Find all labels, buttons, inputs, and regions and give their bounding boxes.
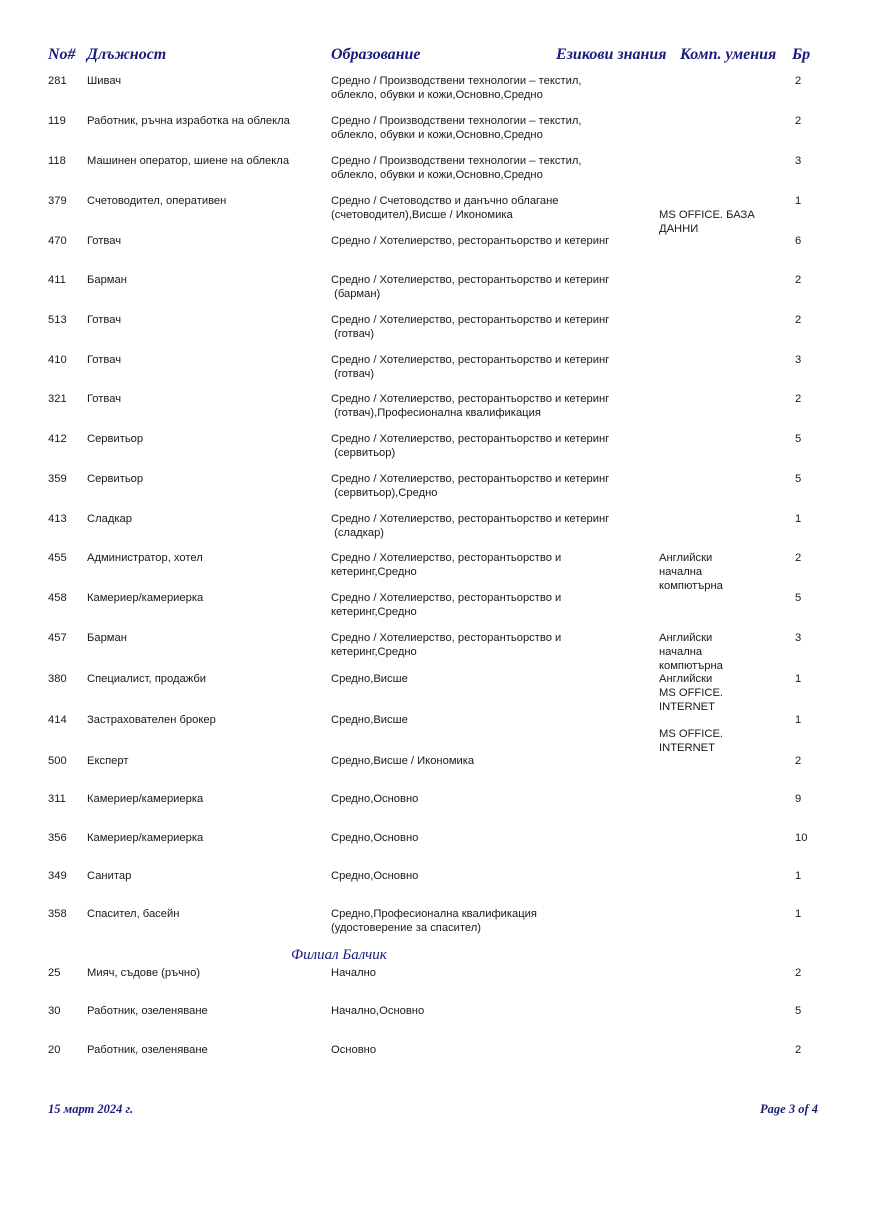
row-position: Сервитьор <box>87 473 144 485</box>
row-education-line1: Средно / Хотелиерство, ресторантьорство и кетеринг <box>331 393 610 405</box>
row-position: Готвач <box>87 314 122 326</box>
row-education-line1: Средно / Хотелиерство, ресторантьорство и кетеринг <box>331 274 610 286</box>
row-count: 2 <box>795 755 802 767</box>
row-education-line2: (барман) <box>331 288 381 300</box>
row-number: 30 <box>48 1005 61 1017</box>
row-count: 5 <box>795 433 802 445</box>
row-count: 1 <box>795 714 802 726</box>
footer-page: Page 3 of 4 <box>760 1102 818 1116</box>
row-count: 2 <box>795 75 802 87</box>
row-education-line1: Начално <box>331 967 377 979</box>
row-education-line2: (счетоводител),Висше / Икономика <box>331 209 513 221</box>
row-education-line1: Средно,Висше <box>331 714 408 726</box>
row-computer-line2: компютърна <box>659 580 723 592</box>
row-count: 2 <box>795 552 802 564</box>
row-position: Камериер/камериерка <box>87 793 204 805</box>
row-education-line2: (готвач),Професионална квалификация <box>331 407 541 419</box>
row-number: 25 <box>48 967 61 979</box>
row-number: 412 <box>48 433 67 445</box>
row-number: 413 <box>48 513 67 525</box>
row-position: Барман <box>87 632 127 644</box>
row-education-line1: Средно / Хотелиерство, ресторантьорство и кетеринг <box>331 513 610 525</box>
row-education-line1: Средно / Хотелиерство, ресторантьорство и кетеринг <box>331 433 610 445</box>
row-number: 321 <box>48 393 67 405</box>
row-number: 356 <box>48 832 67 844</box>
row-computer-line1: MS OFFICE. <box>659 728 724 740</box>
row-position: Счетоводител, оперативен <box>87 195 227 207</box>
row-position: Машинен оператор, шиене на облекла <box>87 155 290 167</box>
row-number: 20 <box>48 1044 61 1056</box>
row-count: 1 <box>795 195 802 207</box>
header-computer: Комп. умения <box>680 46 777 63</box>
row-position: Сервитьор <box>87 433 144 445</box>
row-education-line1: Средно / Хотелиерство, ресторантьорство и <box>331 552 562 564</box>
row-count: 5 <box>795 473 802 485</box>
row-count: 3 <box>795 354 802 366</box>
header-education: Образование <box>331 46 421 63</box>
row-number: 455 <box>48 552 67 564</box>
row-position: Санитар <box>87 870 132 882</box>
row-computer-line2: INTERNET <box>659 742 715 754</box>
row-count: 5 <box>795 1005 802 1017</box>
row-languages: Английски <box>659 632 713 644</box>
row-position: Работник, озеленяване <box>87 1044 208 1056</box>
row-count: 2 <box>795 274 802 286</box>
section-title: Филиал Балчик <box>291 947 387 963</box>
row-education-line2: (сервитьор),Средно <box>331 487 438 499</box>
row-education-line1: Средно / Хотелиерство, ресторантьорство и кетеринг <box>331 473 610 485</box>
row-education-line1: Средно,Професионална квалификация <box>331 908 537 920</box>
header-position: Длъжност <box>87 46 167 63</box>
row-count: 9 <box>795 793 802 805</box>
row-languages: Английски <box>659 552 713 564</box>
row-position: Камериер/камериерка <box>87 832 204 844</box>
header-languages: Езикови знания <box>556 46 667 63</box>
row-education-line2: кетеринг,Средно <box>331 606 417 618</box>
row-number: 281 <box>48 75 67 87</box>
row-languages: Английски <box>659 673 713 685</box>
row-position: Готвач <box>87 393 122 405</box>
row-position: Спасител, басейн <box>87 908 180 920</box>
row-position: Работник, озеленяване <box>87 1005 208 1017</box>
row-number: 119 <box>48 115 66 127</box>
row-education-line1: Средно,Висше / Икономика <box>331 755 475 767</box>
row-education-line2: (удостоверение за спасител) <box>331 922 482 934</box>
row-count: 2 <box>795 393 802 405</box>
row-number: 458 <box>48 592 67 604</box>
row-position: Специалист, продажби <box>87 673 206 685</box>
row-education-line2: (готвач) <box>331 368 375 380</box>
row-count: 1 <box>795 513 802 525</box>
row-number: 411 <box>48 274 66 286</box>
row-position: Сладкар <box>87 513 132 525</box>
row-number: 500 <box>48 755 67 767</box>
row-number: 349 <box>48 870 67 882</box>
row-position: Готвач <box>87 354 122 366</box>
row-education-line1: Средно / Счетоводство и данъчно облагане <box>331 195 559 207</box>
row-number: 513 <box>48 314 67 326</box>
row-education-line1: Средно / Хотелиерство, ресторантьорство и кетеринг <box>331 354 610 366</box>
row-computer-line1: MS OFFICE. БАЗА <box>659 209 755 221</box>
row-computer-line1: начална <box>659 646 703 658</box>
row-number: 359 <box>48 473 67 485</box>
row-count: 1 <box>795 908 802 920</box>
row-education-line2: кетеринг,Средно <box>331 566 417 578</box>
row-education-line1: Средно / Хотелиерство, ресторантьорство и кетеринг <box>331 235 610 247</box>
row-education-line1: Средно,Основно <box>331 832 419 844</box>
row-number: 118 <box>48 155 66 167</box>
row-education-line1: Средно,Основно <box>331 870 419 882</box>
row-position: Застрахователен брокер <box>87 714 216 726</box>
footer-date: 15 март 2024 г. <box>48 1102 134 1116</box>
row-position: Мияч, съдове (ръчно) <box>87 967 201 979</box>
row-education-line2: (сладкар) <box>331 527 385 539</box>
row-education-line1: Средно / Производствени технологии – текстил, <box>331 115 582 127</box>
row-education-line1: Средно / Производствени технологии – текстил, <box>331 155 582 167</box>
row-position: Шивач <box>87 75 122 87</box>
row-count: 3 <box>795 632 802 644</box>
row-position: Камериер/камериерка <box>87 592 204 604</box>
row-count: 2 <box>795 115 802 127</box>
row-count: 2 <box>795 1044 802 1056</box>
row-computer-line2: ДАННИ <box>659 223 699 235</box>
row-number: 410 <box>48 354 67 366</box>
row-number: 380 <box>48 673 67 685</box>
row-computer-line1: начална <box>659 566 703 578</box>
header-count: Бр <box>792 46 811 63</box>
row-number: 311 <box>48 793 66 805</box>
row-number: 414 <box>48 714 67 726</box>
row-count: 1 <box>795 870 802 882</box>
row-count: 10 <box>795 832 808 844</box>
row-education-line1: Основно <box>331 1044 377 1056</box>
row-computer-line2: компютърна <box>659 660 723 672</box>
row-education-line1: Средно / Производствени технологии – текстил, <box>331 75 582 87</box>
row-education-line2: облекло, обувки и кожи,Основно,Средно <box>331 89 543 101</box>
row-position: Администратор, хотел <box>87 552 203 564</box>
row-education-line1: Средно,Основно <box>331 793 419 805</box>
row-education-line2: (сервитьор) <box>331 447 396 459</box>
row-count: 3 <box>795 155 802 167</box>
row-education-line2: (готвач) <box>331 328 375 340</box>
row-education-line1: Средно,Висше <box>331 673 408 685</box>
row-computer-line1: MS OFFICE. <box>659 687 724 699</box>
row-count: 2 <box>795 967 802 979</box>
row-education-line1: Средно / Хотелиерство, ресторантьорство и кетеринг <box>331 314 610 326</box>
row-count: 1 <box>795 673 802 685</box>
row-computer-line2: INTERNET <box>659 701 715 713</box>
row-education-line1: Средно / Хотелиерство, ресторантьорство и <box>331 632 562 644</box>
row-education-line2: кетеринг,Средно <box>331 646 417 658</box>
row-number: 358 <box>48 908 67 920</box>
row-education-line1: Начално,Основно <box>331 1005 425 1017</box>
row-education-line1: Средно / Хотелиерство, ресторантьорство и <box>331 592 562 604</box>
row-position: Барман <box>87 274 127 286</box>
row-education-line2: облекло, обувки и кожи,Основно,Средно <box>331 129 543 141</box>
row-number: 457 <box>48 632 67 644</box>
row-count: 2 <box>795 314 802 326</box>
row-number: 470 <box>48 235 67 247</box>
row-position: Експерт <box>87 755 129 767</box>
row-count: 6 <box>795 235 802 247</box>
row-education-line2: облекло, обувки и кожи,Основно,Средно <box>331 169 543 181</box>
row-number: 379 <box>48 195 67 207</box>
header-no: No# <box>48 46 76 63</box>
row-position: Работник, ръчна изработка на облекла <box>87 115 290 127</box>
row-count: 5 <box>795 592 802 604</box>
row-position: Готвач <box>87 235 122 247</box>
